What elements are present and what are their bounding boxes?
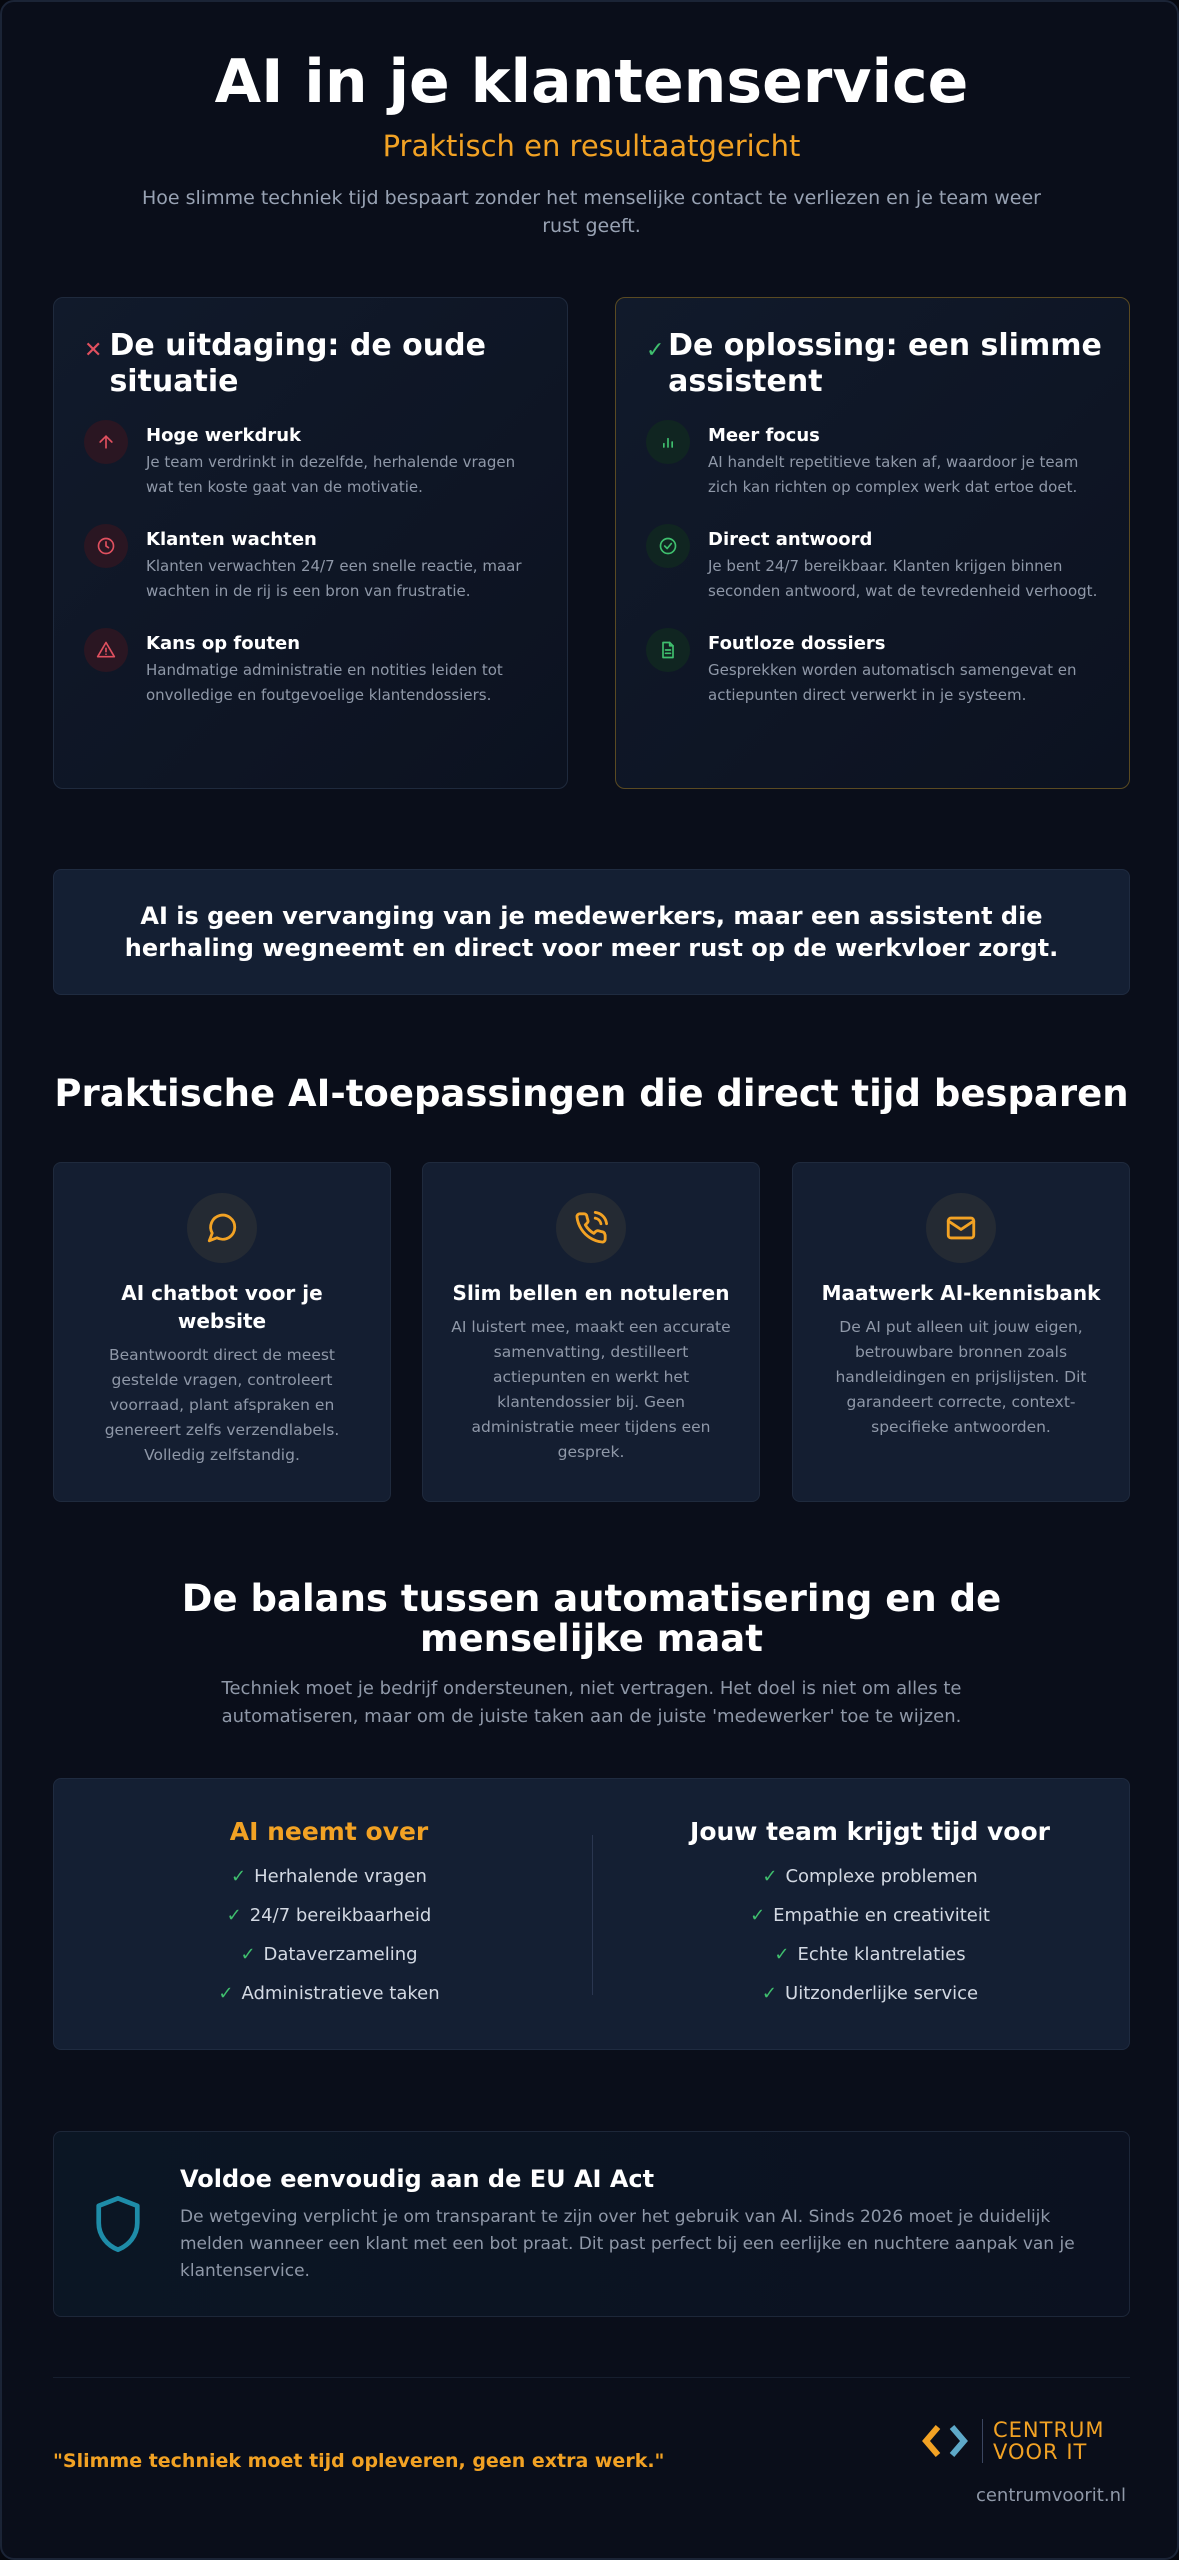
clock-icon — [84, 524, 128, 568]
problem-card-header — [84, 328, 547, 400]
check-icon: ✓ — [761, 1983, 778, 2004]
item-text: Klanten verwachten 24/7 een snelle reactie, maar wachten in de rij is een bron van frustratie. — [146, 557, 522, 600]
check-icon: ✓ — [762, 1866, 778, 1887]
item-text: Je team verdrinkt in dezelfde, herhalende vragen wat ten koste gaat van de motivatie. — [146, 453, 516, 496]
eu-ai-act-card — [53, 2131, 1130, 2317]
item-title: Direct antwoord — [708, 529, 873, 550]
team-column-title: Jouw team krijgt tijd voor — [690, 1817, 1050, 1846]
logo-separator — [982, 2419, 983, 2463]
list-item — [646, 632, 1104, 708]
check-icon: ✓ — [240, 1944, 256, 1965]
solution-title: De oplossing: een slimme assistent — [668, 328, 1102, 399]
team-column — [620, 1815, 1120, 2013]
page-subtitle: Praktisch en resultaatgericht — [382, 129, 801, 163]
tool-card-knowledgebase — [792, 1162, 1130, 1502]
item-text: Handmatige administratie en notities leiden tot onvolledige en foutgevoelige klantendossiers. — [146, 661, 503, 704]
website-link[interactable]: centrumvoorit.nl — [975, 2485, 1126, 2506]
check-icon: ✓ — [218, 1983, 234, 2004]
item-title: Kans op fouten — [146, 633, 301, 654]
solution-list — [646, 424, 1104, 736]
list-item: ✓ Administratieve taken — [218, 1983, 440, 2004]
mail-icon — [926, 1193, 996, 1263]
ai-column-title: AI neemt over — [229, 1817, 429, 1846]
list-item — [646, 424, 1104, 500]
list-item: ✓ Complexe problemen — [762, 1866, 978, 1887]
list-item: ✓ Echte klantrelaties — [774, 1944, 966, 1965]
problem-list — [84, 424, 542, 736]
item-title: Hoge werkdruk — [146, 425, 302, 446]
list-item — [84, 528, 542, 604]
shield-icon — [92, 2194, 144, 2258]
tools-section-title: Praktische AI-toepassingen die direct tijd besparen — [54, 1072, 1129, 1115]
list-item — [646, 528, 1104, 604]
tool-title: AI chatbot voor je website — [121, 1281, 323, 1333]
tool-text: AI luistert mee, maakt een accurate samenvatting, destilleert actiepunten en werkt het klantendossier bij. Geen administratie meer tijdens een gesprek. — [451, 1318, 731, 1461]
footer-divider — [53, 2377, 1130, 2378]
list-item — [84, 632, 542, 708]
list-item — [84, 424, 542, 500]
tool-title: Slim bellen en notuleren — [452, 1281, 730, 1305]
phone-call-icon — [556, 1193, 626, 1263]
item-title: Meer focus — [708, 425, 820, 446]
item-text: AI handelt repetitieve taken af, waardoor je team zich kan richten op complex werk dat ertoe doet. — [708, 453, 1079, 496]
item-title: Foutloze dossiers — [708, 633, 886, 654]
key-message-banner: AI is geen vervanging van je medewerkers, maar een assistent die herhaling wegneemt en direct voor meer rust op de werkvloer zorgt. — [53, 869, 1130, 995]
document-icon — [646, 628, 690, 672]
arrow-up-icon — [84, 420, 128, 464]
list-item: ✓ 24/7 bereikbaarheid — [226, 1905, 432, 1926]
check-icon: ✓ — [231, 1866, 247, 1887]
eu-ai-act-title: Voldoe eenvoudig aan de EU AI Act — [180, 2165, 655, 2193]
ai-column — [79, 1815, 579, 2013]
chat-bubble-icon — [187, 1193, 257, 1263]
balance-section-title: De balans tussen automatisering en de menselijke maat — [181, 1577, 1002, 1660]
column-divider — [592, 1835, 593, 1995]
item-title: Klanten wachten — [146, 529, 317, 550]
page-title: AI in je klantenservice — [214, 47, 969, 117]
check-icon: ✓ — [774, 1944, 790, 1965]
item-text: Gesprekken worden automatisch samengevat en actiepunten direct verwerkt in je systeem. — [708, 661, 1077, 704]
problem-title: De uitdaging: de oude situatie — [109, 328, 486, 399]
hero — [2, 42, 1179, 240]
list-item: ✓ Dataverzameling — [240, 1944, 418, 1965]
eu-ai-act-text: De wetgeving verplicht je om transparant te zijn over het gebruik van AI. Sinds 2026 moet je duidelijk melden wanneer een klant met een bot praat. Dit past perfect bij een eerlijke en nuchtere aanpak van je klantenservice. — [180, 2207, 1075, 2281]
list-item: ✓ Herhalende vragen — [231, 1866, 427, 1887]
check-circle-icon — [646, 524, 690, 568]
cross-icon: ✕ — [84, 338, 103, 363]
logo-chevrons-icon — [920, 2421, 972, 2461]
tool-card-chatbot — [53, 1162, 391, 1502]
check-icon: ✓ — [226, 1905, 242, 1926]
list-item: ✓ Empathie en creativiteit — [750, 1905, 990, 1926]
solution-card-header — [646, 328, 1109, 400]
balance-comparison — [53, 1778, 1130, 2050]
tool-text: Beantwoordt direct de meest gestelde vragen, controleert voorraad, plant afspraken en genereert zelfs verzendlabels. Volledig zelfstandig. — [104, 1346, 340, 1464]
item-text: Je bent 24/7 bereikbaar. Klanten krijgen binnen seconden antwoord, wat de tevredenheid verhoogt. — [708, 557, 1098, 600]
solution-card — [615, 297, 1130, 789]
check-icon: ✓ — [646, 338, 665, 363]
bar-chart-icon — [646, 420, 690, 464]
logo-wordmark: CENTRUM VOOR IT — [993, 2418, 1105, 2464]
balance-intro: Techniek moet je bedrijf ondersteunen, niet vertragen. Het doel is niet om alles te automatiseren, maar om de juiste taken aan de juiste 'medewerker' toe te wijzen. — [221, 1678, 962, 1727]
warning-triangle-icon — [84, 628, 128, 672]
company-logo — [920, 2419, 1105, 2463]
tool-text: De AI put alleen uit jouw eigen, betrouwbare bronnen zoals handleidingen en prijslijsten. Dit garandeert correcte, context-specifieke antwoorden. — [835, 1318, 1087, 1436]
intro-text: Hoe slimme techniek tijd bespaart zonder het menselijke contact te verliezen en je team weer rust geeft. — [141, 187, 1041, 237]
list-item: ✓ Uitzonderlijke service — [761, 1983, 979, 2004]
tool-card-calling — [422, 1162, 760, 1502]
problem-card — [53, 297, 568, 789]
check-icon: ✓ — [750, 1905, 766, 1926]
tool-title: Maatwerk AI-kennisbank — [821, 1281, 1101, 1305]
footer-quote: "Slimme techniek moet tijd opleveren, geen extra werk." — [53, 2450, 665, 2472]
